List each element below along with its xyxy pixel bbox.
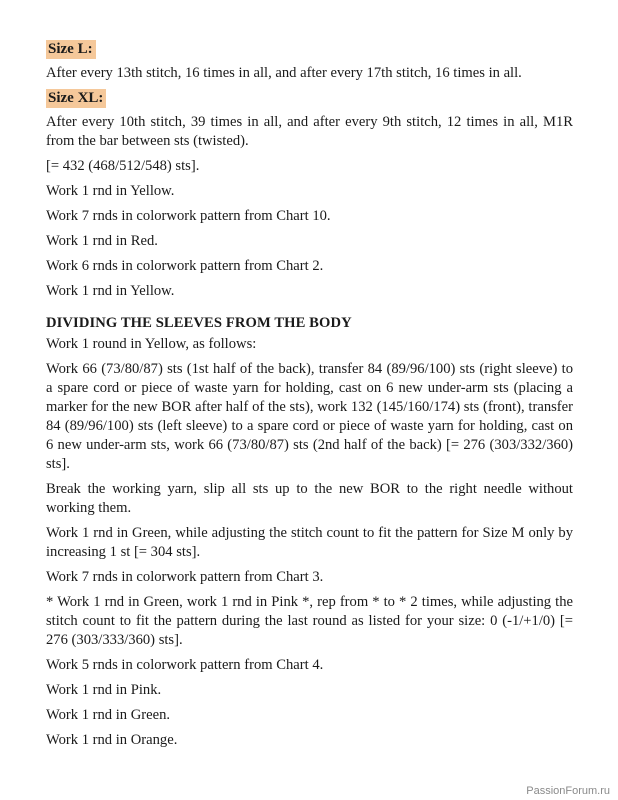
size-l-section: [46, 40, 573, 59]
paragraph: Work 66 (73/80/87) sts (1st half of the back), transfer 84 (89/96/100) sts (right sleeve) to a spare cord or piece of waste yarn for holding, cast on 6 new under-arm sts (placing a marker for the new BOR after half of the sts), work 132 (145/160/174) sts (front), transfer 84 (89/96/100) sts (left sleeve) to a spare cord or piece of waste yarn for holding, cast on 6 new under-arm sts, work 66 (73/80/87) sts (2nd half of the back) [= 276 (303/332/360) sts].: [46, 361, 573, 472]
paragraph: Work 1 rnd in Green, while adjusting the stitch count to fit the pattern for Size M only by increasing 1 st [= 304 sts].: [46, 525, 573, 560]
paragraph: Work 1 rnd in Green.: [46, 707, 171, 723]
paragraph: * Work 1 rnd in Green, work 1 rnd in Pink *, rep from * to * 2 times, while adjusting the stitch count to fit the pattern during the last round as listed for your size: 0 (-1/+1/0) [= 276 (303/333/360) sts].: [46, 594, 573, 648]
document-page: [46, 38, 573, 750]
paragraph: Work 1 rnd in Yellow.: [46, 283, 175, 299]
paragraph: Work 1 rnd in Pink.: [46, 682, 162, 698]
size-l-text: After every 13th stitch, 16 times in all, and after every 17th stitch, 16 times in all.: [46, 65, 522, 81]
paragraph: [= 432 (468/512/548) sts].: [46, 158, 200, 174]
size-xl-section: [46, 89, 573, 108]
paragraph: Work 5 rnds in colorwork pattern from Chart 4.: [46, 657, 324, 673]
paragraph: Work 7 rnds in colorwork pattern from Chart 10.: [46, 208, 331, 224]
paragraph: Work 7 rnds in colorwork pattern from Chart 3.: [46, 569, 324, 585]
paragraph: Work 1 rnd in Red.: [46, 233, 158, 249]
size-xl-text: After every 10th stitch, 39 times in all, and after every 9th stitch, 12 times in all, M1R from the bar between sts (twisted).: [46, 114, 573, 149]
paragraph: Work 6 rnds in colorwork pattern from Chart 2.: [46, 258, 324, 274]
section-heading: DIVIDING THE SLEEVES FROM THE BODY: [46, 315, 352, 331]
paragraph: Break the working yarn, slip all sts up to the new BOR to the right needle without working them.: [46, 481, 573, 516]
paragraph: Work 1 round in Yellow, as follows:: [46, 336, 257, 352]
paragraph: Work 1 rnd in Yellow.: [46, 183, 175, 199]
size-l-label: Size L:: [46, 40, 96, 59]
watermark: PassionForum.ru: [526, 785, 610, 797]
paragraph: Work 1 rnd in Orange.: [46, 732, 178, 748]
size-xl-label: Size XL:: [46, 89, 106, 108]
